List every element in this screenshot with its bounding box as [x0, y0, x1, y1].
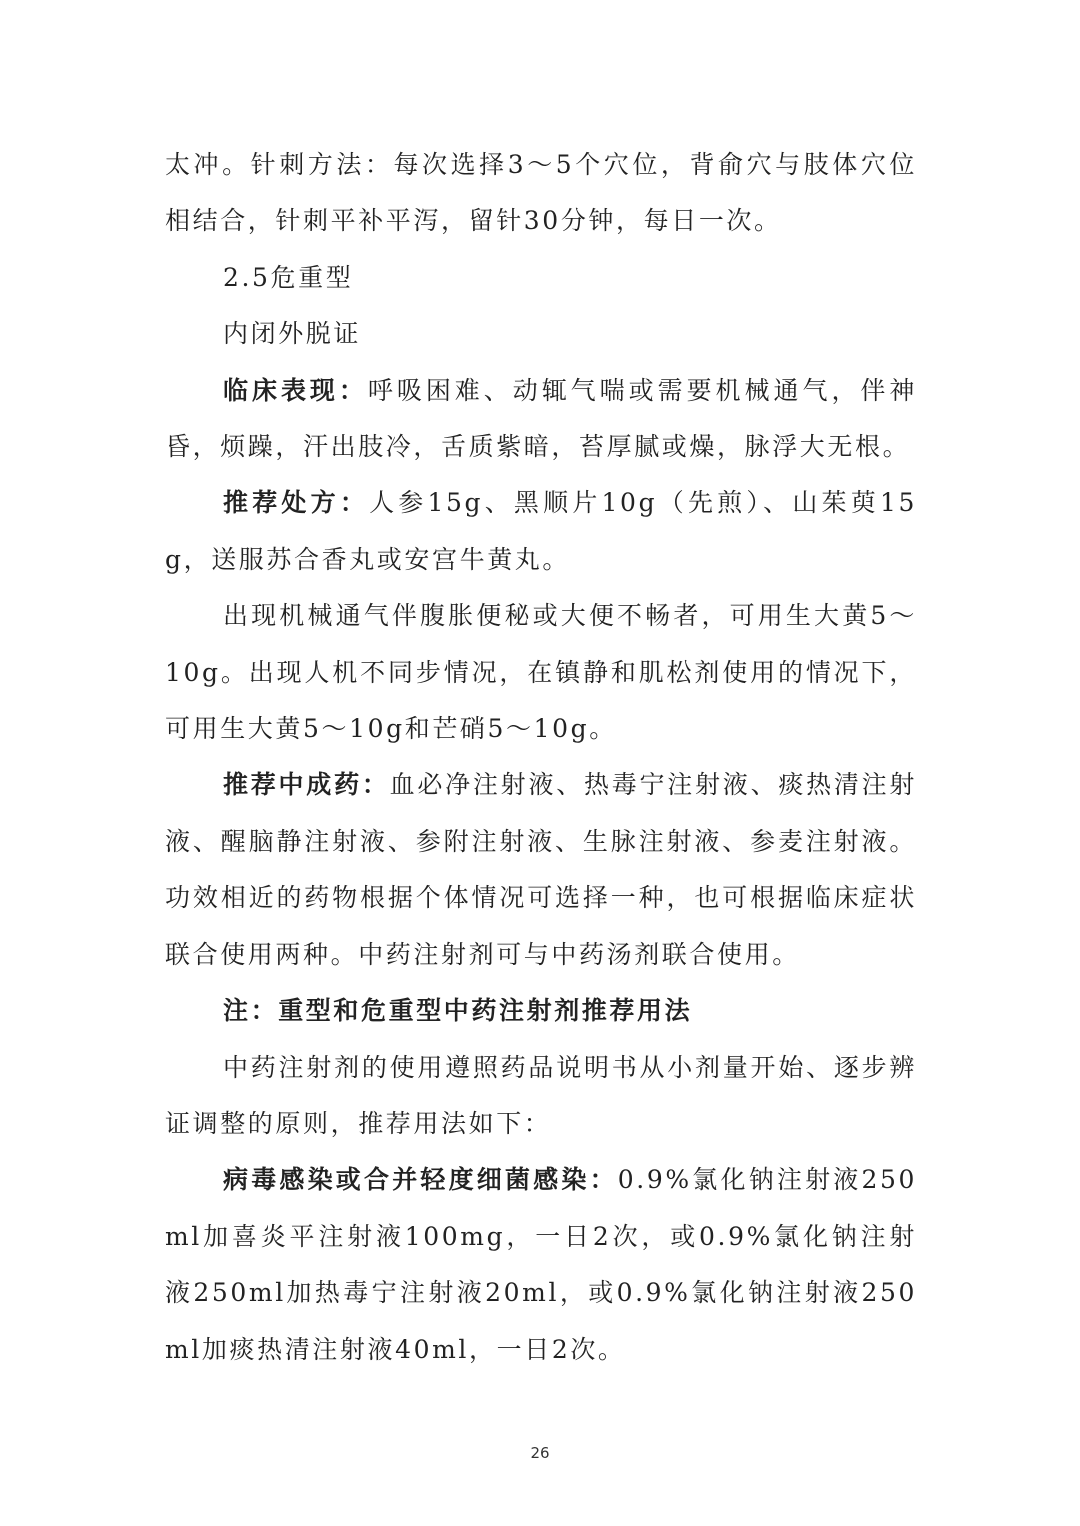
syndrome-heading: 内闭外脱证	[223, 319, 362, 349]
section-heading-critical-type: 2.5危重型	[223, 262, 354, 292]
page-number: 26	[530, 1444, 550, 1462]
paragraph-recommended-prescription	[165, 475, 917, 588]
clinical-manifestation-text: 呼吸困难、动辄气喘或需要机械通气，伴神昏，烦躁，汗出肢冷，舌质紫暗，苔厚腻或燥，脉浮大无根。	[165, 375, 917, 462]
paragraph-clinical-manifestation	[165, 363, 917, 476]
note-heading-injection-usage: 注：重型和危重型中药注射剂推荐用法	[223, 996, 693, 1026]
paragraph-acupuncture-method: 太冲。针刺方法：每次选择3～5个穴位，背俞穴与肢体穴位相结合，针刺平补平泻，留针30分钟，每日一次。	[165, 150, 917, 236]
recommended-patent-medicine-label: 推荐中成药：	[223, 770, 390, 800]
paragraph-injection-principle: 中药注射剂的使用遵照药品说明书从小剂量开始、逐步辨证调整的原则，推荐用法如下：	[165, 1052, 917, 1138]
recommended-prescription-label: 推荐处方：	[223, 488, 370, 518]
body-text	[165, 137, 917, 1378]
viral-infection-text: 0.9%氯化钠注射液250ml加喜炎平注射液100mg，一日2次，或0.9%氯化钠注射液250ml加热毒宁注射液20ml，或0.9%氯化钠注射液250ml加痰热清注射液40ml，一日2次。	[165, 1165, 917, 1364]
paragraph-recommended-patent-medicine	[165, 757, 917, 983]
recommended-patent-medicine-text: 血必净注射液、热毒宁注射液、痰热清注射液、醒脑静注射液、参附注射液、生脉注射液、参麦注射液。功效相近的药物根据个体情况可选择一种，也可根据临床症状联合使用两种。中药注射剂可与中药汤剂联合使用。	[165, 770, 917, 969]
paragraph-viral-infection	[165, 1152, 917, 1378]
clinical-manifestation-label: 临床表现：	[223, 375, 368, 405]
recommended-prescription-text: 人参15g、黑顺片10g（先煎）、山茱萸15g，送服苏合香丸或安宫牛黄丸。	[165, 488, 917, 574]
viral-infection-label: 病毒感染或合并轻度细菌感染：	[223, 1165, 618, 1195]
paragraph-mechanical-ventilation: 出现机械通气伴腹胀便秘或大便不畅者，可用生大黄5～10g。出现人机不同步情况，在镇静和肌松剂使用的情况下，可用生大黄5～10g和芒硝5～10g。	[165, 601, 917, 744]
